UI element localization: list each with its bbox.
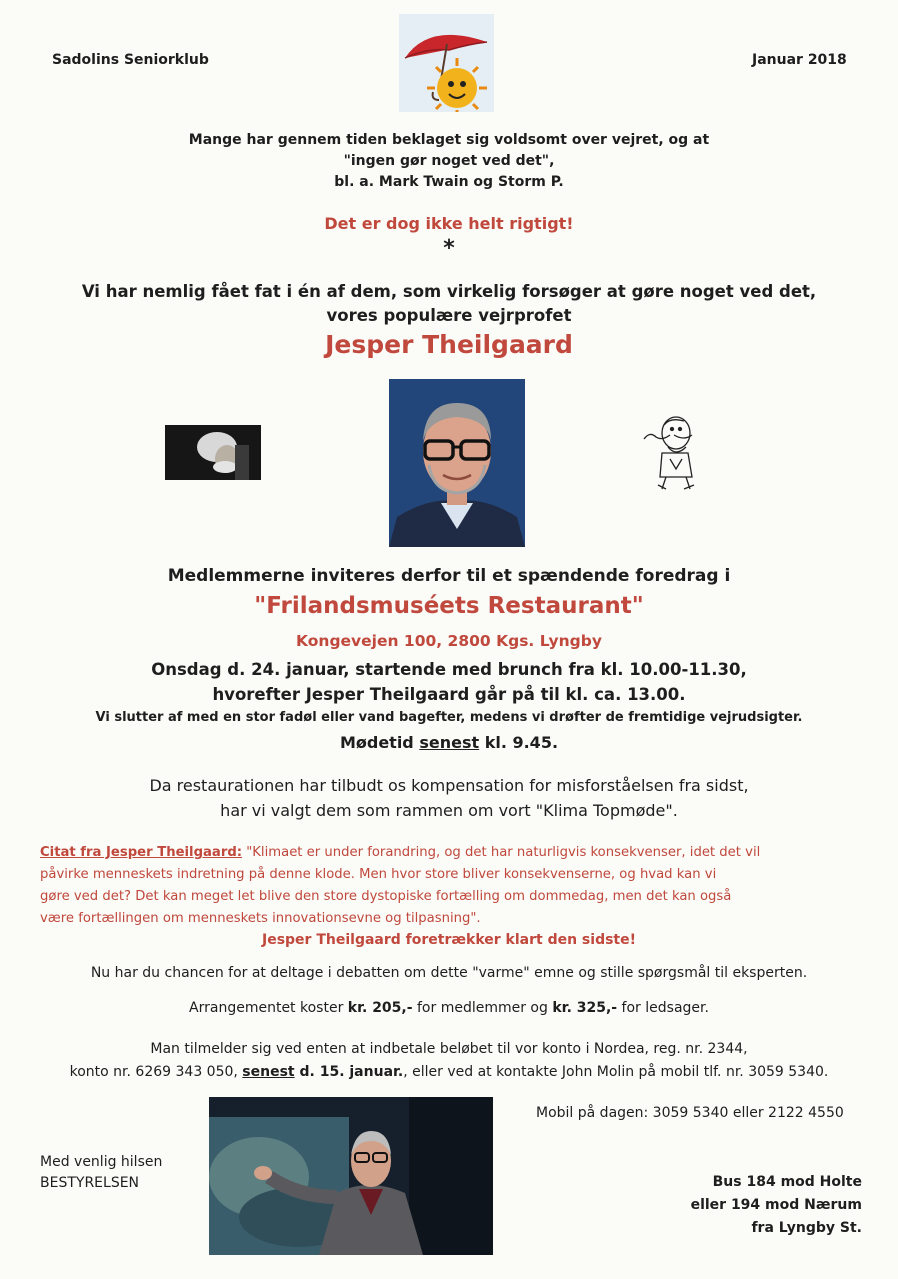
meeting-time-suffix: kl. 9.45. [479, 733, 559, 752]
greeting: Med venlig hilsen [40, 1154, 163, 1170]
meeting-time-underlined: senest [419, 733, 480, 752]
intro-text [0, 130, 898, 193]
signature: BESTYRELSEN [40, 1175, 140, 1191]
date-label: Januar 2018 [752, 52, 847, 68]
mobile-contact: Mobil på dagen: 3059 5340 eller 2122 4550 [536, 1105, 844, 1121]
stage-photo-icon [209, 1097, 493, 1255]
mark-twain-photo [165, 425, 261, 480]
intro-line-4: Vi har nemlig fået fat i én af dem, som virkelig forsøger at gøre noget ved det, [81, 282, 817, 301]
separator-star: * [443, 236, 455, 261]
mark-twain-portrait-icon [165, 425, 261, 480]
price-guest: kr. 325,- [552, 1000, 618, 1016]
jesper-stage-photo [209, 1097, 493, 1255]
quote-line-2: påvirke menneskets indretning på denne klode. Men hvor store bliver konsekvenserne, og hvad kan vi [40, 867, 717, 882]
bus-line-2: eller 194 mod Nærum [690, 1197, 862, 1213]
portrait-icon [389, 379, 525, 547]
quote-line-3: gøre ved det? Det kan meget let blive den store dystopiske fortælling om dommedag, men det kan også [40, 889, 732, 904]
intro-line-3: bl. a. Mark Twain og Storm P. [334, 174, 564, 190]
signup-underlined: senest [242, 1064, 295, 1080]
intro-line-2: "ingen gør noget ved det", [343, 153, 555, 169]
schedule [0, 657, 898, 707]
signup-suffix: , eller ved at kontakte John Molin på mobil tlf. nr. 3059 5340. [403, 1064, 829, 1080]
signup-deadline: d. 15. januar. [294, 1064, 404, 1080]
storm-p-sketch [640, 413, 702, 491]
signup-prefix: konto nr. 6269 343 050, [69, 1064, 243, 1080]
intro-line-1: Mange har gennem tiden beklaget sig voldsomt over vejret, og at [188, 132, 710, 148]
club-name: Sadolins Seniorklub [52, 52, 209, 68]
intro-line-5: vores populære vejrprofet [326, 306, 572, 325]
compensation-line-1: Da restaurationen har tilbudt os kompensation for misforståelsen fra sidst, [149, 776, 749, 795]
umbrella-sun-icon [399, 14, 494, 112]
price-member: kr. 205,- [347, 1000, 413, 1016]
intro-lead [0, 280, 898, 328]
quote-line-4: være fortællingen om menneskets innovationsevne og tilpasning". [40, 911, 481, 926]
price-text [0, 1000, 898, 1016]
bus-line-3: fra Lyngby St. [751, 1220, 862, 1236]
chance-text: Nu har du chancen for at deltage i debatten om dette "varme" emne og stille spørgsmål til eksperten. [90, 965, 808, 981]
quote-line-1: "Klimaet er under forandring, og det har naturligvis konsekvenser, idet det vil [242, 845, 761, 860]
venue-address: Kongevejen 100, 2800 Kgs. Lyngby [296, 632, 602, 650]
schedule-line-1: Onsdag d. 24. januar, startende med brunch fra kl. 10.00-11.30, [151, 660, 747, 679]
quote-block [40, 842, 890, 930]
speaker-name: Jesper Theilgaard [325, 330, 573, 359]
signup-text [0, 1038, 898, 1084]
meeting-time-prefix: Mødetid [339, 733, 420, 752]
price-suffix: for ledsager. [617, 1000, 709, 1016]
schedule-line-2: hvorefter Jesper Theilgaard går på til kl. ca. 13.00. [212, 685, 686, 704]
intro-highlight: Det er dog ikke helt rigtigt! [324, 214, 574, 233]
signup-line-1: Man tilmelder sig ved enten at indbetale beløbet til vor konto i Nordea, reg. nr. 2344, [150, 1041, 748, 1057]
quote-conclusion: Jesper Theilgaard foretrækker klart den sidste! [262, 932, 636, 948]
bus-info [640, 1171, 862, 1240]
compensation-text [0, 773, 898, 823]
quote-label: Citat fra Jesper Theilgaard: [40, 845, 243, 860]
meeting-time [0, 733, 898, 752]
umbrella-sun-logo [399, 14, 494, 112]
venue-name: "Frilandsmuséets Restaurant" [254, 593, 644, 619]
jesper-theilgaard-portrait [389, 379, 525, 547]
price-middle: for medlemmer og [412, 1000, 553, 1016]
invite-line-1: Medlemmerne inviteres derfor til et spændende foredrag i [167, 566, 731, 586]
price-prefix: Arrangementet koster [189, 1000, 348, 1016]
storm-p-drawing-icon [640, 413, 702, 491]
bus-line-1: Bus 184 mod Holte [712, 1174, 862, 1190]
compensation-line-2: har vi valgt dem som rammen om vort "Klima Topmøde". [220, 801, 678, 820]
signoff [40, 1152, 162, 1194]
schedule-line-3: Vi slutter af med en stor fadøl eller vand bagefter, medens vi drøfter de fremtidige vejrudsigter. [95, 710, 803, 725]
